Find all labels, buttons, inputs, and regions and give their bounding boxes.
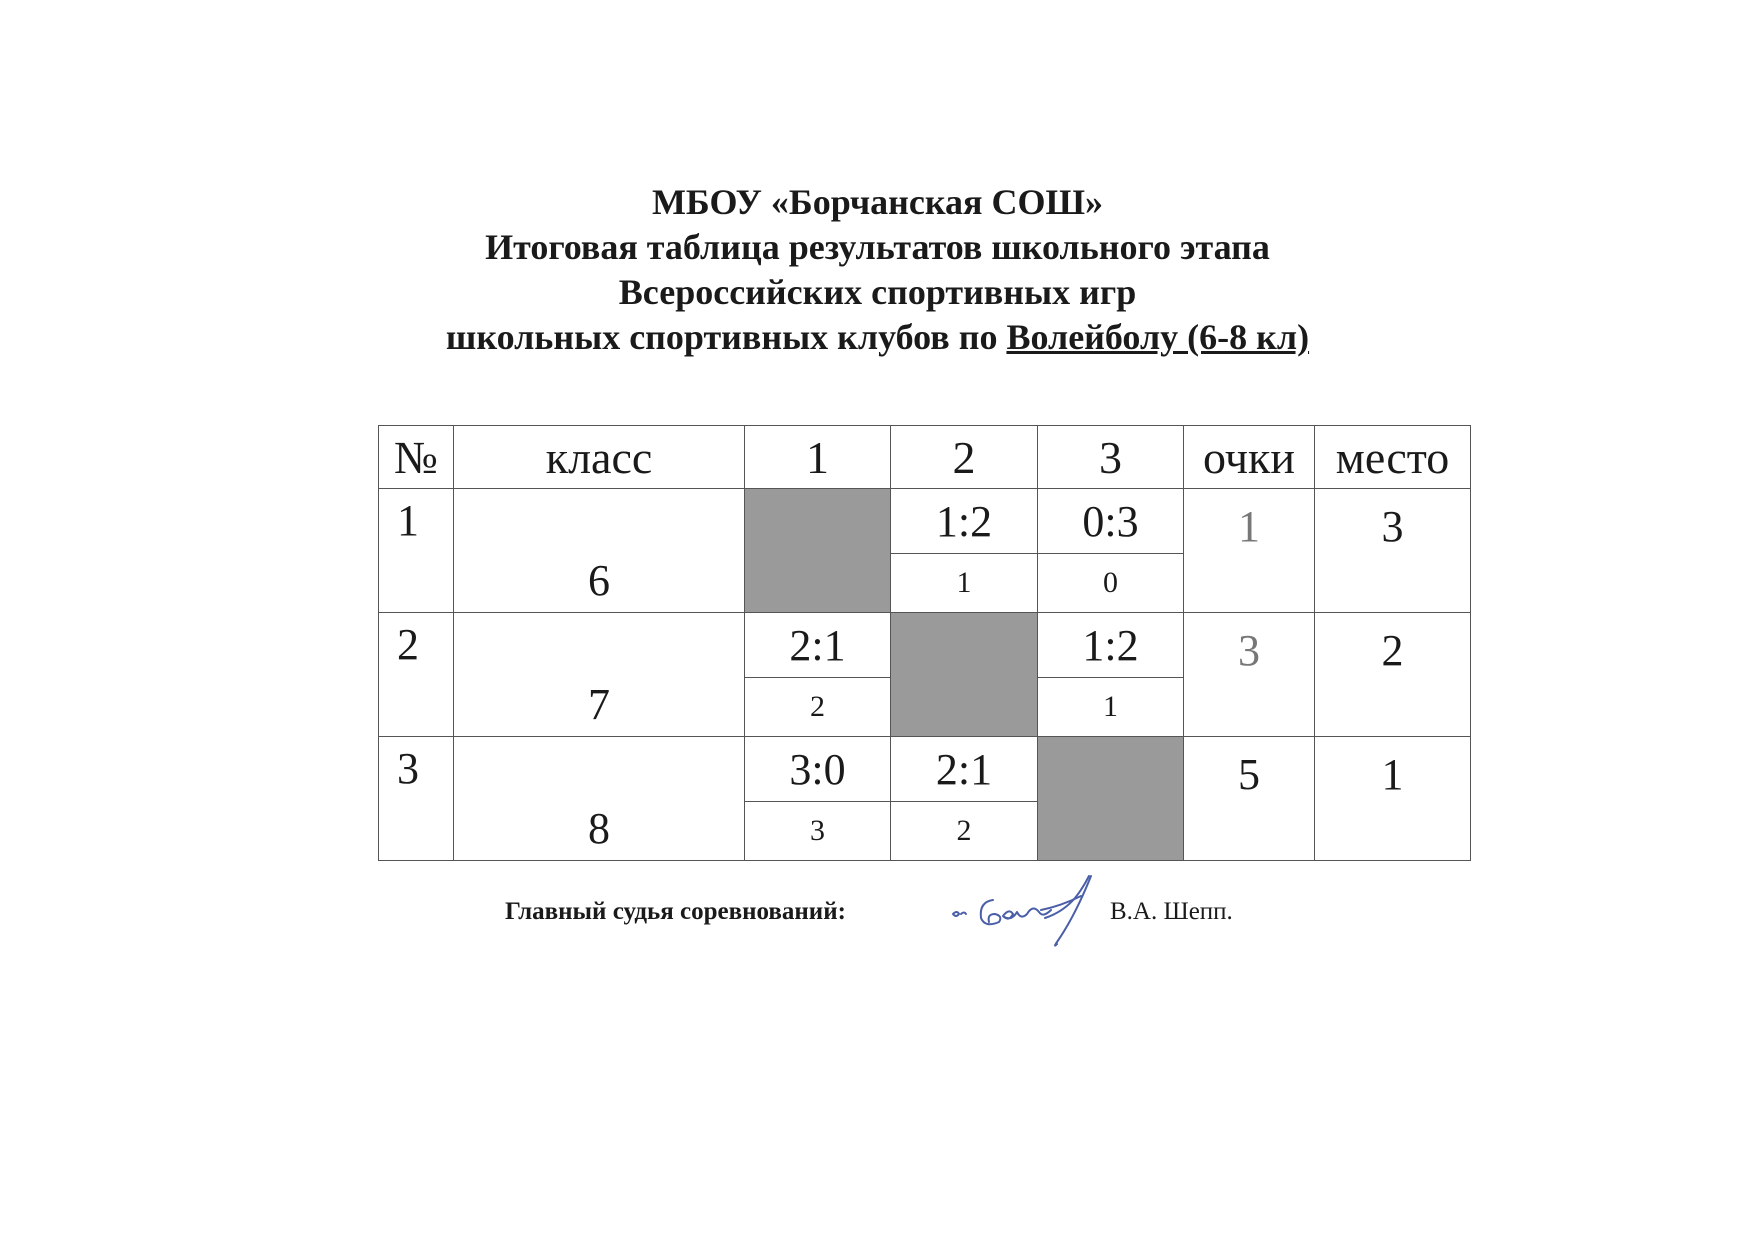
match-score: 2:1 bbox=[891, 737, 1038, 802]
table-row bbox=[379, 489, 1471, 554]
row-place: 1 bbox=[1315, 737, 1471, 861]
handwritten-signature bbox=[945, 870, 1105, 950]
match-score: 0:3 bbox=[1038, 489, 1184, 554]
row-place: 3 bbox=[1315, 489, 1471, 613]
row-number: 1 bbox=[379, 489, 454, 613]
row-class: 7 bbox=[454, 613, 745, 737]
table-row bbox=[379, 613, 1471, 678]
match-points: 1 bbox=[891, 554, 1038, 613]
row-class: 8 bbox=[454, 737, 745, 861]
match-points: 2 bbox=[745, 678, 891, 737]
row-number: 2 bbox=[379, 613, 454, 737]
row-points: 3 bbox=[1184, 613, 1315, 737]
row-points: 5 bbox=[1184, 737, 1315, 861]
judge-label: Главный судья соревнований: bbox=[505, 898, 846, 925]
match-score: 1:2 bbox=[891, 489, 1038, 554]
results-table bbox=[378, 425, 1471, 861]
school-name: МБОУ «Борчанская СОШ» bbox=[651, 182, 1104, 222]
document-subtitle-2 bbox=[0, 315, 1755, 360]
header-place: место bbox=[1315, 426, 1471, 489]
match-points: 2 bbox=[891, 802, 1038, 861]
match-score: 2:1 bbox=[745, 613, 891, 678]
judge-name: В.А. Шепп. bbox=[1110, 898, 1233, 925]
self-match-cell bbox=[1038, 737, 1184, 861]
document-title: Итоговая таблица результатов школьного этапа bbox=[485, 227, 1270, 267]
header-team-1: 1 bbox=[745, 426, 891, 489]
self-match-cell bbox=[745, 489, 891, 613]
table-header-row bbox=[379, 426, 1471, 489]
match-points: 0 bbox=[1038, 554, 1184, 613]
match-score: 3:0 bbox=[745, 737, 891, 802]
document-header bbox=[0, 180, 1755, 360]
table-row bbox=[379, 737, 1471, 802]
document-subtitle: Всероссийских спортивных игр bbox=[618, 272, 1137, 312]
row-place: 2 bbox=[1315, 613, 1471, 737]
header-num: № bbox=[379, 426, 454, 489]
row-points: 1 bbox=[1184, 489, 1315, 613]
match-score: 1:2 bbox=[1038, 613, 1184, 678]
row-class: 6 bbox=[454, 489, 745, 613]
subtitle-prefix: школьных спортивных клубов по bbox=[445, 317, 1007, 357]
row-number: 3 bbox=[379, 737, 454, 861]
sport-name: Волейболу (6-8 кл) bbox=[1006, 317, 1310, 357]
match-points: 1 bbox=[1038, 678, 1184, 737]
header-class: класс bbox=[454, 426, 745, 489]
header-points: очки bbox=[1184, 426, 1315, 489]
match-points: 3 bbox=[745, 802, 891, 861]
header-team-3: 3 bbox=[1038, 426, 1184, 489]
header-team-2: 2 bbox=[891, 426, 1038, 489]
self-match-cell bbox=[891, 613, 1038, 737]
